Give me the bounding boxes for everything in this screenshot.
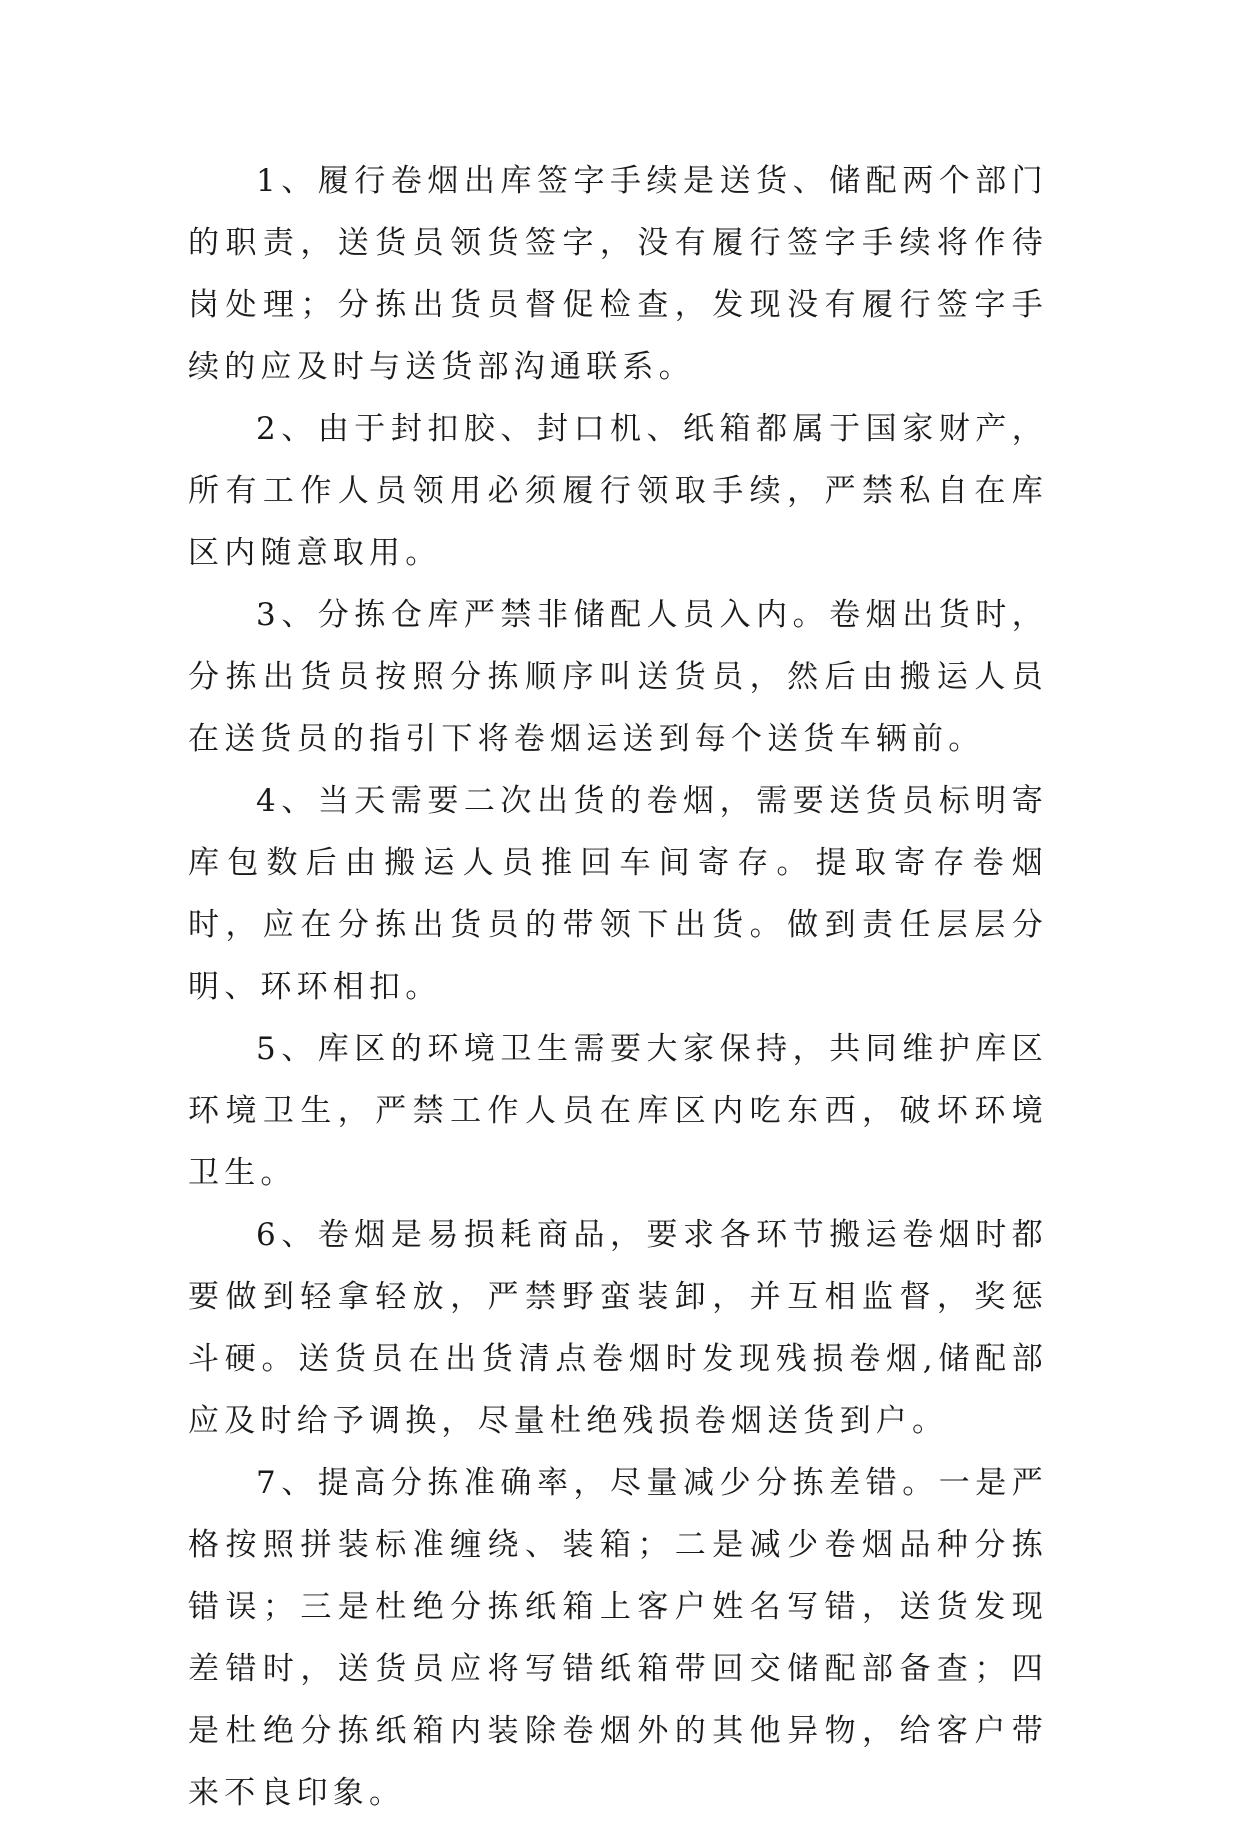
paragraph-7: 7、提高分拣准确率，尽量减少分拣差错。一是严格按照拼装标准缠绕、装箱；二是减少卷烟品种分拣错误；三是杜绝分拣纸箱上客户姓名写错，送货发现差错时，送货员应将写错纸箱带回交储配部备查；四是杜绝分拣纸箱内装除卷烟外的其他异物，给客户带来不良印象。 xyxy=(188,1465,1048,1811)
paragraph-5: 5、库区的环境卫生需要大家保持，共同维护库区环境卫生，严禁工作人员在库区内吃东西，破坏环境卫生。 xyxy=(188,1031,1048,1191)
document-body xyxy=(188,150,1048,1824)
paragraph-1: 1、履行卷烟出库签字手续是送货、储配两个部门的职责，送货员领货签字，没有履行签字手续将作待岗处理；分拣出货员督促检查，发现没有履行签字手续的应及时与送货部沟通联系。 xyxy=(188,163,1048,385)
paragraph-2: 2、由于封扣胶、封口机、纸箱都属于国家财产，所有工作人员领用必须履行领取手续，严禁私自在库区内随意取用。 xyxy=(188,411,1048,571)
paragraph-6: 6、卷烟是易损耗商品，要求各环节搬运卷烟时都要做到轻拿轻放，严禁野蛮装卸，并互相监督，奖惩斗硬。送货员在出货清点卷烟时发现残损卷烟,储配部应及时给予调换，尽量杜绝残损卷烟送货到户。 xyxy=(188,1217,1048,1439)
paragraph-3: 3、分拣仓库严禁非储配人员入内。卷烟出货时，分拣出货员按照分拣顺序叫送货员，然后由搬运人员在送货员的指引下将卷烟运送到每个送货车辆前。 xyxy=(188,597,1048,757)
paragraph-4: 4、当天需要二次出货的卷烟，需要送货员标明寄库包数后由搬运人员推回车间寄存。提取寄存卷烟时，应在分拣出货员的带领下出货。做到责任层层分明、环环相扣。 xyxy=(188,783,1048,1005)
